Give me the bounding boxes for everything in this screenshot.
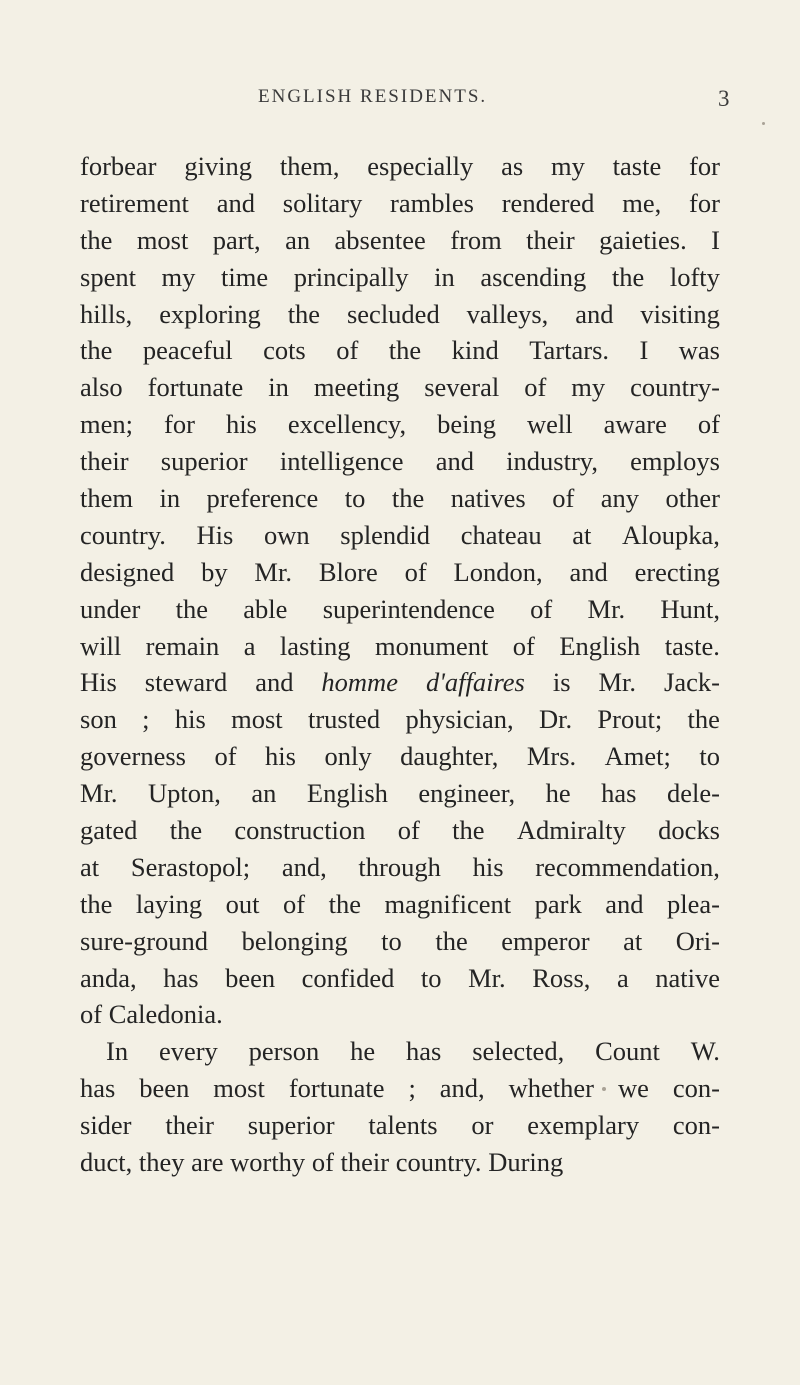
running-head-title: ENGLISH RESIDENTS. [258,86,488,107]
text-line: designed by Mr. Blore of London, and erecting [80,556,720,587]
text-line: has been most fortunate ; and, whether we con- [80,1073,720,1104]
text-line: His steward and homme d'affaires is Mr. Jack- [80,667,720,698]
text-line: the most part, an absentee from their gaieties. I [80,224,720,255]
text-line: son ; his most trusted physician, Dr. Prout; the [80,704,720,735]
text-line: at Serastopol; and, through his recommendation, [80,851,720,882]
text-line: will remain a lasting monument of English taste. [80,630,720,661]
text-line: men; for his excellency, being well aware of [80,409,720,440]
text-line: spent my time principally in ascending the lofty [80,261,720,292]
text-line: country. His own splendid chateau at Aloupka, [80,519,720,550]
text-line: them in preference to the natives of any other [80,483,720,514]
text-line: their superior intelligence and industry, employs [80,446,720,477]
text-line: governess of his only daughter, Mrs. Amet; to [80,741,720,772]
text-line: hills, exploring the secluded valleys, and visiting [80,298,720,329]
text-line: duct, they are worthy of their country. During [80,1147,564,1178]
text-line: of Caledonia. [80,999,223,1030]
running-head [0,86,800,116]
paper-speck [602,1087,606,1091]
text-line: Mr. Upton, an English engineer, he has dele- [80,778,720,809]
text-line: forbear giving them, especially as my taste for [80,151,720,181]
paper-speck [762,122,765,125]
text-line: anda, has been confided to Mr. Ross, a native [80,962,720,993]
text-line: also fortunate in meeting several of my country- [80,372,720,403]
text-line: retirement and solitary rambles rendered me, for [80,187,720,218]
text-line: under the able superintendence of Mr. Hunt, [80,593,720,624]
text-line: In every person he has selected, Count W. [106,1036,720,1067]
text-line: the peaceful cots of the kind Tartars. I was [80,335,720,366]
text-line: gated the construction of the Admiralty docks [80,815,720,846]
text-line: sider their superior talents or exemplary con- [80,1110,720,1141]
text-line: the laying out of the magnificent park and plea- [80,888,720,919]
text-line: sure-ground belonging to the emperor at Ori- [80,925,720,956]
page-number: 3 [718,86,730,111]
body-text [80,148,720,1181]
